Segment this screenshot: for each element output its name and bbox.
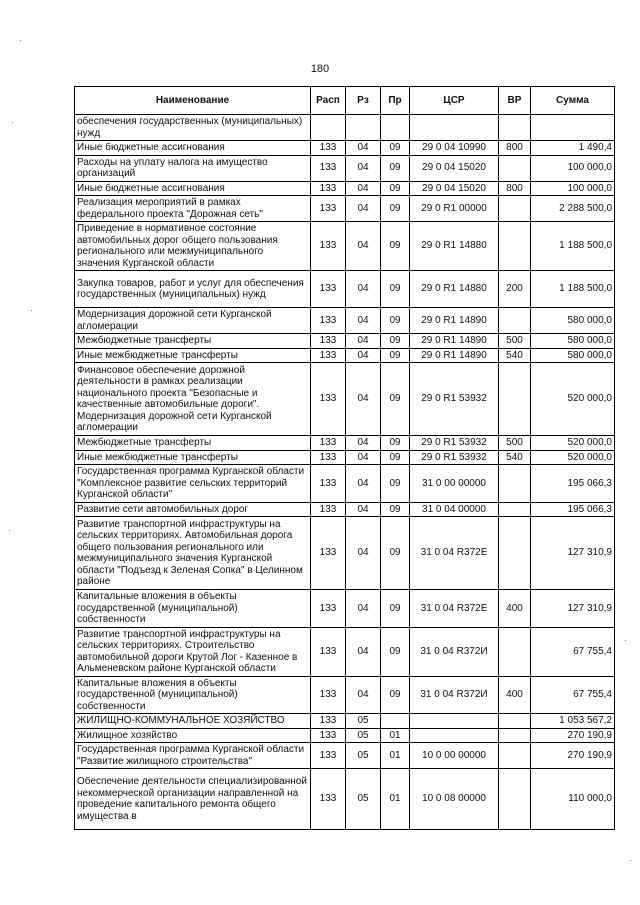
cell-sum: 520 000,0 <box>531 363 615 436</box>
cell-pr <box>381 714 410 729</box>
cell-name: Государственная программа Курганской области "Комплексное развитие сельских территорий Курганской области" <box>75 465 311 503</box>
cell-name: Иные межбюджетные трансферты <box>75 348 311 363</box>
cell-vr: 200 <box>499 271 531 308</box>
cell-rz: 04 <box>346 222 381 271</box>
cell-vr <box>499 308 531 334</box>
cell-csr: 29 0 R1 14890 <box>410 348 499 363</box>
cell-csr <box>410 714 499 729</box>
cell-sum: 1 053 567,2 <box>531 714 615 729</box>
cell-name: Финансовое обеспечение дорожной деятельности в рамках реализации национального проекта "Безопасные и качественные автомобильные дороги". Модернизация дорожной сети Курганской агломерации <box>75 363 311 436</box>
cell-rz: 05 <box>346 714 381 729</box>
cell-pr: 09 <box>381 363 410 436</box>
cell-rasp: 133 <box>311 743 346 769</box>
table-row <box>75 502 615 517</box>
cell-rz: 04 <box>346 436 381 451</box>
cell-name: Развитие сети автомобильных дорог <box>75 502 311 517</box>
cell-vr <box>499 743 531 769</box>
cell-vr: 500 <box>499 436 531 451</box>
cell-sum: 100 000,0 <box>531 155 615 181</box>
cell-name: Межбюджетные трансферты <box>75 334 311 349</box>
cell-rz: 04 <box>346 627 381 676</box>
cell-sum: 270 190,9 <box>531 743 615 769</box>
cell-pr: 09 <box>381 155 410 181</box>
cell-rz: 04 <box>346 450 381 465</box>
cell-vr <box>499 627 531 676</box>
cell-vr: 800 <box>499 141 531 156</box>
cell-pr: 01 <box>381 743 410 769</box>
cell-rasp: 133 <box>311 728 346 743</box>
cell-pr: 01 <box>381 769 410 830</box>
cell-name: Иные межбюджетные трансферты <box>75 450 311 465</box>
cell-csr: 29 0 R1 53932 <box>410 450 499 465</box>
table-row <box>75 308 615 334</box>
cell-rz: 04 <box>346 465 381 503</box>
table-row <box>75 348 615 363</box>
cell-pr: 09 <box>381 308 410 334</box>
cell-sum: 1 188 500,0 <box>531 271 615 308</box>
cell-csr: 29 0 R1 14890 <box>410 308 499 334</box>
cell-pr: 09 <box>381 676 410 714</box>
cell-rz: 04 <box>346 196 381 222</box>
cell-pr: 09 <box>381 502 410 517</box>
cell-sum: 67 755,4 <box>531 627 615 676</box>
cell-name: обеспечения государственных (муниципальных) нужд <box>75 115 311 141</box>
table-row <box>75 181 615 196</box>
cell-name: Капитальные вложения в объекты государственной (муниципальной) собственности <box>75 590 311 628</box>
cell-sum: 195 066,3 <box>531 465 615 503</box>
table-row <box>75 196 615 222</box>
cell-rasp: 133 <box>311 141 346 156</box>
cell-rz: 04 <box>346 271 381 308</box>
cell-name: Расходы на уплату налога на имущество организаций <box>75 155 311 181</box>
cell-vr <box>499 222 531 271</box>
cell-name: Государственная программа Курганской области "Развитие жилищного строительства" <box>75 743 311 769</box>
cell-rasp: 133 <box>311 450 346 465</box>
table-row <box>75 271 615 308</box>
cell-rz: 04 <box>346 181 381 196</box>
cell-csr: 29 0 R1 53932 <box>410 363 499 436</box>
cell-rz: 05 <box>346 743 381 769</box>
cell-pr: 09 <box>381 348 410 363</box>
cell-rasp: 133 <box>311 676 346 714</box>
table-row <box>75 155 615 181</box>
cell-vr: 500 <box>499 334 531 349</box>
cell-rasp: 133 <box>311 196 346 222</box>
table-row <box>75 141 615 156</box>
table-row <box>75 334 615 349</box>
cell-rz: 05 <box>346 769 381 830</box>
cell-rasp <box>311 115 346 141</box>
cell-pr: 09 <box>381 271 410 308</box>
table-row <box>75 465 615 503</box>
cell-rz: 04 <box>346 308 381 334</box>
cell-rasp: 133 <box>311 222 346 271</box>
cell-pr: 09 <box>381 517 410 590</box>
cell-rasp: 133 <box>311 155 346 181</box>
cell-csr: 31 0 00 00000 <box>410 465 499 503</box>
cell-name: Жилищное хозяйство <box>75 728 311 743</box>
cell-rasp: 133 <box>311 271 346 308</box>
scan-speck <box>625 640 626 641</box>
cell-sum: 100 000,0 <box>531 181 615 196</box>
cell-name: Приведение в нормативное состояние автомобильных дорог общего пользования регионального или межмуниципального значения Курганской области <box>75 222 311 271</box>
cell-rasp: 133 <box>311 627 346 676</box>
scan-speck <box>31 310 32 311</box>
table-row <box>75 115 615 141</box>
cell-sum: 580 000,0 <box>531 348 615 363</box>
cell-rasp: 133 <box>311 308 346 334</box>
cell-name: Капитальные вложения в объекты государственной (муниципальной) собственности <box>75 676 311 714</box>
cell-rasp: 133 <box>311 769 346 830</box>
cell-rz: 04 <box>346 141 381 156</box>
cell-sum: 2 288 500,0 <box>531 196 615 222</box>
table-body <box>75 115 615 830</box>
cell-csr: 29 0 R1 14880 <box>410 222 499 271</box>
scan-speck <box>12 122 13 123</box>
cell-sum: 580 000,0 <box>531 334 615 349</box>
cell-rz: 05 <box>346 728 381 743</box>
table-row <box>75 450 615 465</box>
table-row <box>75 676 615 714</box>
cell-rz <box>346 115 381 141</box>
cell-csr: 31 0 04 R372Е <box>410 517 499 590</box>
cell-name: Межбюджетные трансферты <box>75 436 311 451</box>
cell-vr <box>499 115 531 141</box>
cell-rasp: 133 <box>311 436 346 451</box>
header-name: Наименование <box>75 87 311 115</box>
cell-rasp: 133 <box>311 334 346 349</box>
cell-csr: 10 0 08 00000 <box>410 769 499 830</box>
table-row <box>75 714 615 729</box>
cell-rasp: 133 <box>311 502 346 517</box>
table-header-row <box>75 87 615 115</box>
cell-vr <box>499 155 531 181</box>
cell-sum: 580 000,0 <box>531 308 615 334</box>
cell-rasp: 133 <box>311 590 346 628</box>
cell-csr: 31 0 04 00000 <box>410 502 499 517</box>
cell-rasp: 133 <box>311 363 346 436</box>
cell-vr: 800 <box>499 181 531 196</box>
cell-sum: 127 310,9 <box>531 590 615 628</box>
cell-vr: 400 <box>499 590 531 628</box>
cell-sum <box>531 115 615 141</box>
cell-rasp: 133 <box>311 348 346 363</box>
cell-vr <box>499 728 531 743</box>
scan-speck <box>20 40 21 41</box>
table-row <box>75 222 615 271</box>
cell-sum: 1 490,4 <box>531 141 615 156</box>
cell-vr: 540 <box>499 348 531 363</box>
cell-vr <box>499 714 531 729</box>
cell-name: Иные бюджетные ассигнования <box>75 181 311 196</box>
table-row <box>75 743 615 769</box>
cell-rz: 04 <box>346 334 381 349</box>
cell-name: Закупка товаров, работ и услуг для обеспечения государственных (муниципальных) нужд <box>75 271 311 308</box>
cell-vr <box>499 502 531 517</box>
cell-rz: 04 <box>346 676 381 714</box>
cell-rz: 04 <box>346 590 381 628</box>
cell-name: ЖИЛИЩНО-КОММУНАЛЬНОЕ ХОЗЯЙСТВО <box>75 714 311 729</box>
cell-vr <box>499 465 531 503</box>
cell-csr: 29 0 R1 53932 <box>410 436 499 451</box>
cell-csr: 29 0 04 15020 <box>410 155 499 181</box>
cell-rasp: 133 <box>311 714 346 729</box>
cell-csr <box>410 728 499 743</box>
cell-sum: 270 190,9 <box>531 728 615 743</box>
cell-sum: 520 000,0 <box>531 450 615 465</box>
cell-csr: 29 0 R1 14890 <box>410 334 499 349</box>
header-rz: Рз <box>346 87 381 115</box>
header-rasp: Расп <box>311 87 346 115</box>
cell-vr: 400 <box>499 676 531 714</box>
cell-csr: 29 0 R1 14880 <box>410 271 499 308</box>
cell-sum: 127 310,9 <box>531 517 615 590</box>
cell-name: Развитие транспортной инфраструктуры на сельских территориях. Автомобильная дорога общего пользования регионального или межмуниципального значения Курганской области "Подъезд к Зеленая Сопка" в Целинном районе <box>75 517 311 590</box>
cell-name: Иные бюджетные ассигнования <box>75 141 311 156</box>
cell-sum: 195 066,3 <box>531 502 615 517</box>
cell-rasp: 133 <box>311 465 346 503</box>
cell-vr <box>499 363 531 436</box>
cell-rz: 04 <box>346 517 381 590</box>
header-pr: Пр <box>381 87 410 115</box>
header-vr: ВР <box>499 87 531 115</box>
header-sum: Сумма <box>531 87 615 115</box>
cell-sum: 110 000,0 <box>531 769 615 830</box>
cell-rasp: 133 <box>311 517 346 590</box>
cell-vr: 540 <box>499 450 531 465</box>
cell-pr: 01 <box>381 728 410 743</box>
table-row <box>75 363 615 436</box>
cell-sum: 520 000,0 <box>531 436 615 451</box>
cell-rz: 04 <box>346 155 381 181</box>
cell-rz: 04 <box>346 348 381 363</box>
cell-name: Обеспечение деятельности специализированной некоммерческой организации направленной на проведение капитального ремонта общего имущества в <box>75 769 311 830</box>
table-row <box>75 728 615 743</box>
scan-speck <box>9 530 10 531</box>
cell-csr: 31 0 04 R372И <box>410 627 499 676</box>
cell-sum: 1 188 500,0 <box>531 222 615 271</box>
cell-rz: 04 <box>346 363 381 436</box>
cell-pr: 09 <box>381 627 410 676</box>
cell-vr <box>499 769 531 830</box>
cell-pr: 09 <box>381 436 410 451</box>
cell-pr: 09 <box>381 181 410 196</box>
budget-table <box>74 86 615 830</box>
table-row <box>75 436 615 451</box>
cell-name: Реализация мероприятий в рамках федерального проекта "Дорожная сеть" <box>75 196 311 222</box>
cell-name: Модернизация дорожной сети Курганской агломерации <box>75 308 311 334</box>
cell-pr: 09 <box>381 465 410 503</box>
page-number: 180 <box>310 63 330 75</box>
header-csr: ЦСР <box>410 87 499 115</box>
cell-csr: 29 0 04 10990 <box>410 141 499 156</box>
cell-csr: 31 0 04 R372И <box>410 676 499 714</box>
cell-csr: 29 0 R1 00000 <box>410 196 499 222</box>
table-row <box>75 517 615 590</box>
cell-pr: 09 <box>381 222 410 271</box>
cell-vr <box>499 517 531 590</box>
scan-speck <box>630 860 631 861</box>
table-row <box>75 627 615 676</box>
cell-sum: 67 755,4 <box>531 676 615 714</box>
cell-vr <box>499 196 531 222</box>
cell-csr <box>410 115 499 141</box>
cell-name: Развитие транспортной инфраструктуры на сельских территориях. Строительство автомобильной дороги Крутой Лог - Казенное в Альменевском районе Курганской области <box>75 627 311 676</box>
cell-pr: 09 <box>381 590 410 628</box>
cell-csr: 29 0 04 15020 <box>410 181 499 196</box>
table-row <box>75 590 615 628</box>
cell-csr: 10 0 00 00000 <box>410 743 499 769</box>
cell-rz: 04 <box>346 502 381 517</box>
cell-csr: 31 0 04 R372Е <box>410 590 499 628</box>
cell-pr: 09 <box>381 450 410 465</box>
table-row <box>75 769 615 830</box>
cell-pr: 09 <box>381 141 410 156</box>
cell-pr <box>381 115 410 141</box>
cell-rasp: 133 <box>311 181 346 196</box>
cell-pr: 09 <box>381 196 410 222</box>
cell-pr: 09 <box>381 334 410 349</box>
